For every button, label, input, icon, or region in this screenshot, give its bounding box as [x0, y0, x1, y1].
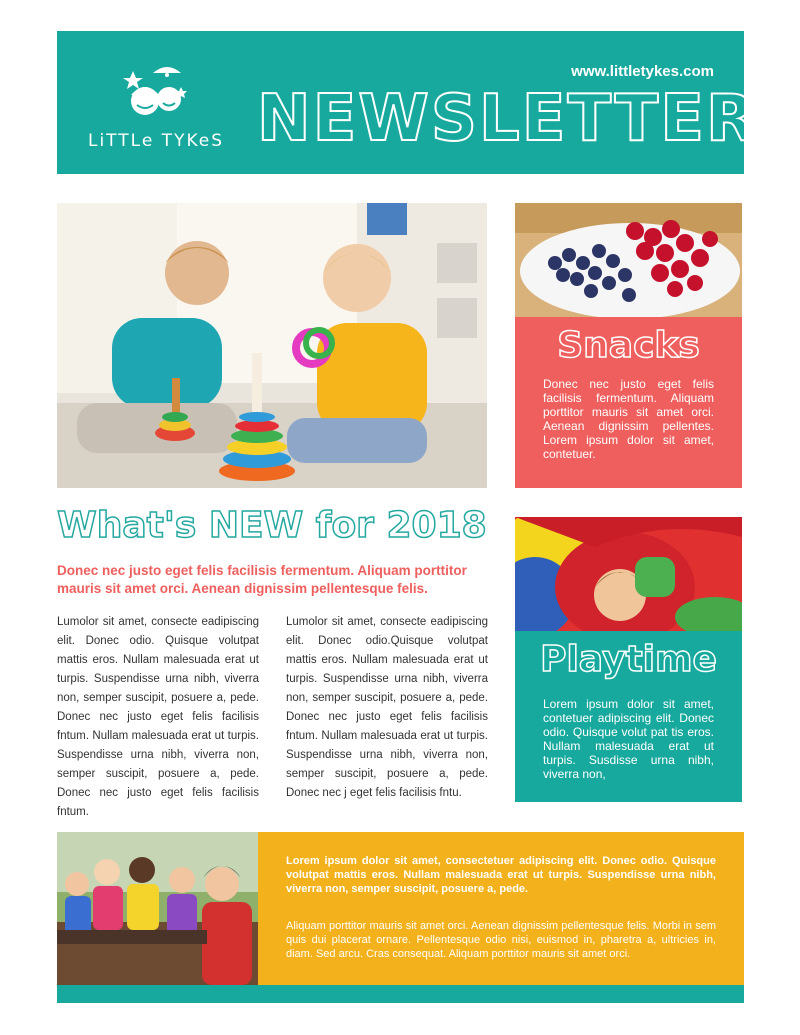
snacks-panel [515, 317, 742, 488]
group-kids-photo [57, 832, 258, 985]
lead-paragraph: Donec nec justo eget felis facilisis fermentum. Aliquam porttitor mauris sit amet orci. Aenean dignissim pellentesque felis. [57, 563, 467, 596]
website-link[interactable]: www.littletykes.com [571, 63, 714, 80]
berries-photo [515, 203, 742, 317]
snacks-title: Snacks [557, 325, 700, 366]
page-title: NEWSLETTER [257, 82, 758, 156]
article-column-2: Lumolor sit amet, consecte eadipiscing elit. Donec odio.Quisque volutpat mattis eros. Nullam malesuada erat ut turpis. Suspendisse urna nibh, viverra non, semper suscipit, posuere a, pede. Donec nec justo eget felis facilisis fntum. Nullam malesuada erat ut turpis. Suspendisse urna nibh, viverra non, semper suscipit, posuere a, pede. Donec nec j eget felis facilisis fntu. [286, 616, 488, 799]
info-paragraph-2: Aliquam porttitor mauris sit amet orci. Aenean dignissim pellentesque felis. Morbi in sem quis dui placerat ornare. Pellentesque odio nisi, euismod in, pharetra a, ultricies in, diam. Sed arcu. Cras consequat. Aliquam porttitor mauris sit amet orci. [286, 920, 716, 960]
playtime-panel [515, 631, 742, 802]
main-headline: What's NEW for 2018 [57, 505, 487, 546]
playtime-title: Playtime [540, 639, 717, 680]
article-column-1: Lumolor sit amet, consecte eadipiscing elit. Donec odio. Quisque volutpat mattis eros. Nullam malesuada erat ut turpis. Suspendisse urna nibh, viverra non, semper suscipit, posuere a, pede. Donec nec justo eget felis facilisis fntum. Nullam malesuada erat ut turpis. Suspendisse urna nibh, viverra non, semper suscipit, posuere a, pede. Donec nec justo eget felis facilisis fntum. [57, 616, 259, 818]
brand-logo[interactable] [81, 61, 231, 151]
playtime-text: Lorem ipsum dolor sit amet, contetuer adipiscing elit. Donec odio. Quisque volut pat tis eros. Nullam malesuada erat ut turpis. Susdisse urna nibh, viverra non, [543, 697, 714, 781]
footer-bar [57, 985, 744, 1003]
tunnel-play-photo [515, 517, 742, 631]
kids-playing-photo [57, 203, 487, 488]
info-paragraph-1: Lorem ipsum dolor sit amet, consectetuer adipiscing elit. Donec odio. Quisque volutpat mattis eros. Nullam malesuada erat ut turpis. Suspendisse urna nibh, viverra non, semper suscipit, posuere a, pede. [286, 855, 716, 895]
newsletter-header [57, 31, 758, 174]
snacks-text: Donec nec justo eget felis facilisis fermentum. Aliquam porttitor mauris sit amet orci. Aenean dignissim pellentes. Lorem ipsum dolor sit amet, contetuer. [543, 377, 714, 461]
info-band [258, 832, 744, 985]
brand-name: LiTTLe TYKeS [87, 131, 225, 151]
kids-logo-icon [123, 61, 189, 123]
